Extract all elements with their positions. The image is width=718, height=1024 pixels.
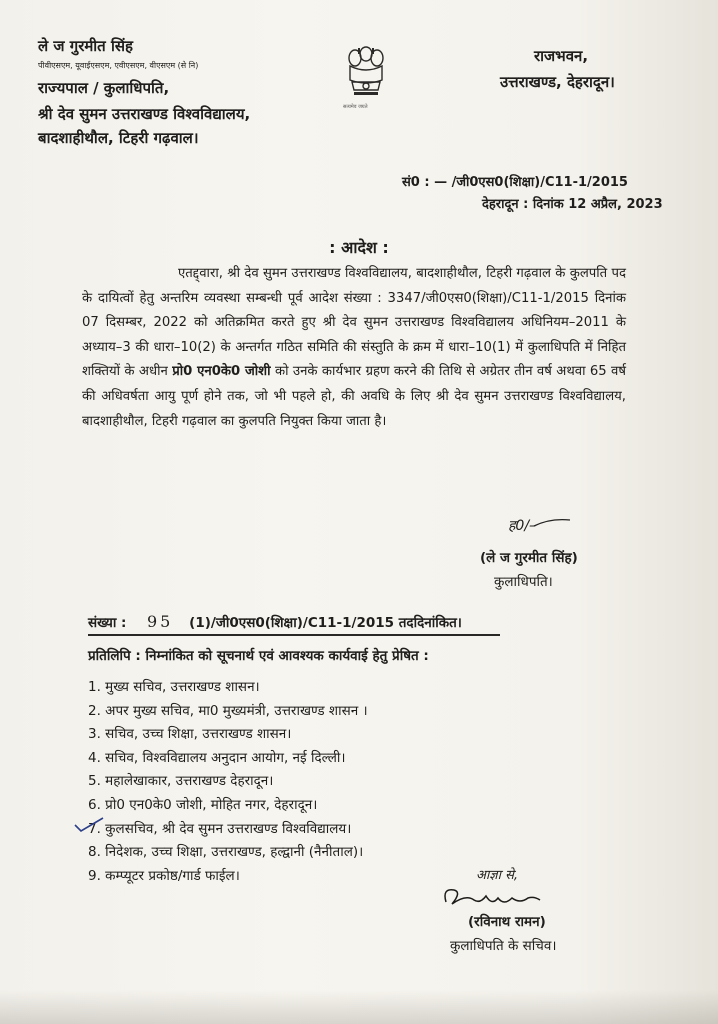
copy-number-label: संख्या : (88, 615, 127, 631)
signature-initials: ह0/– (508, 518, 537, 534)
list-item: 9. कम्प्यूटर प्रकोष्ठ/गार्ड फाईल। (88, 867, 240, 884)
list-item: 5. महालेखाकार, उत्तराखण्ड देहरादून। (88, 773, 274, 790)
copy-reference-line (88, 612, 462, 631)
signatory-name: (ले ज गुरमीत सिंह) (480, 550, 578, 566)
order-body-rest: को उनके कार्यभार ग्रहण करने की तिथि से अग्रेतर तीन वर्ष अथवा 65 वर्ष की अधिवर्षता आयु पूर्ण होने तक, जो भी पहले हो, की अवधि के लिए श्री देव सुमन उत्तराखण्ड विश्वविद्यालय, बादशाहीथौल, टिहरी गढ़वाल का कुलपति नियुक्त किया जाता है। (82, 364, 627, 429)
sender-name: ले ज गुरमीत सिंह (38, 37, 133, 55)
secretary-name: (रविनाथ रामन) (468, 914, 546, 930)
copy-reference-underline (88, 634, 500, 636)
sender-university: श्री देव सुमन उत्तराखण्ड विश्वविद्यालय, (38, 105, 251, 123)
list-item: 7. कुलसचिव, श्री देव सुमन उत्तराखण्ड विश्वविद्यालय। (88, 820, 352, 837)
reference-number: सं0 : — /जी0एस0(शिक्षा)/C11-1/2015 (402, 175, 628, 190)
sender-location: बादशाहीथौल, टिहरी गढ़वाल। (38, 129, 199, 147)
sender-decorations: पीवीएसएम, यूवाईएसएम, एवीएसएम, वीएसएम (से नि) (38, 61, 199, 70)
list-item: 2. अपर मुख्य सचिव, मा0 मुख्यमंत्री, उत्तराखण्ड शासन । (88, 702, 368, 719)
signatory-title: कुलाधिपति। (494, 574, 553, 590)
appointee-name: प्रो0 एन0के0 जोशी (172, 364, 271, 380)
order-body (82, 262, 626, 434)
order-body-text: एतद्द्वारा, श्री देव सुमन उत्तराखण्ड विश्वविद्यालय, बादशाहीथौल, टिहरी गढ़वाल के कुलपति पद के दायित्वों हेतु अन्तरिम व्यवस्था सम्बन्धी पूर्व आदेश संख्या : 3347/जी0एस0(शिक्षा)/C11-1/2015 दिनांक 07 दिसम्बर, 2022 को अतिक्रमित करते हुए श्री देव सुमन उत्तराखण्ड विश्वविद्यालय अधिनियम–2011 के अध्याय–3 की धारा–10(2) के अन्तर्गत गठित समिति की संस्तुति के क्रम में धारा–10(1) में कुलाधिपति में निहित शक्तियों के अधीन (82, 266, 626, 380)
signature-stroke-icon (532, 516, 572, 528)
page-bottom-shadow (0, 990, 718, 1024)
office-location: उत्तराखण्ड, देहरादून। (500, 73, 615, 91)
list-item: 1. मुख्य सचिव, उत्तराखण्ड शासन। (88, 679, 260, 695)
list-item: 3. सचिव, उच्च शिक्षा, उत्तराखण्ड शासन। (88, 726, 292, 743)
copy-number-handwritten: 95 (146, 612, 174, 631)
order-title: : आदेश : (329, 238, 389, 257)
state-emblem-icon (340, 40, 392, 106)
sender-designation: राज्यपाल / कुलाधिपति, (38, 79, 170, 97)
copy-number-suffix: (1)/जी0एस0(शिक्षा)/C11-1/2015 तददिनांकित। (189, 615, 462, 631)
reference-date: देहरादून : दिनांक 12 अप्रैल, 2023 (482, 197, 663, 212)
office-name: राजभवन, (534, 47, 589, 65)
emblem-motto: सत्यमेव जयते (343, 104, 368, 110)
list-item: 6. प्रो0 एन0के0 जोशी, मोहित नगर, देहरादून। (88, 796, 318, 813)
copy-to-heading: प्रतिलिपि : निम्नांकित को सूचनार्थ एवं आवश्यक कार्यवाई हेतु प्रेषित : (88, 648, 429, 664)
secretary-title: कुलाधिपति के सचिव। (450, 938, 557, 954)
by-order-label: आज्ञा से, (476, 868, 519, 883)
checkmark-icon (72, 815, 106, 835)
recipient-list (88, 676, 368, 888)
secretary-signature-icon (440, 880, 550, 914)
list-item: 4. सचिव, विश्वविद्यालय अनुदान आयोग, नई दिल्ली। (88, 749, 346, 766)
list-item: 8. निदेशक, उच्च शिक्षा, उत्तराखण्ड, हल्द्वानी (नैनीताल)। (88, 844, 364, 861)
